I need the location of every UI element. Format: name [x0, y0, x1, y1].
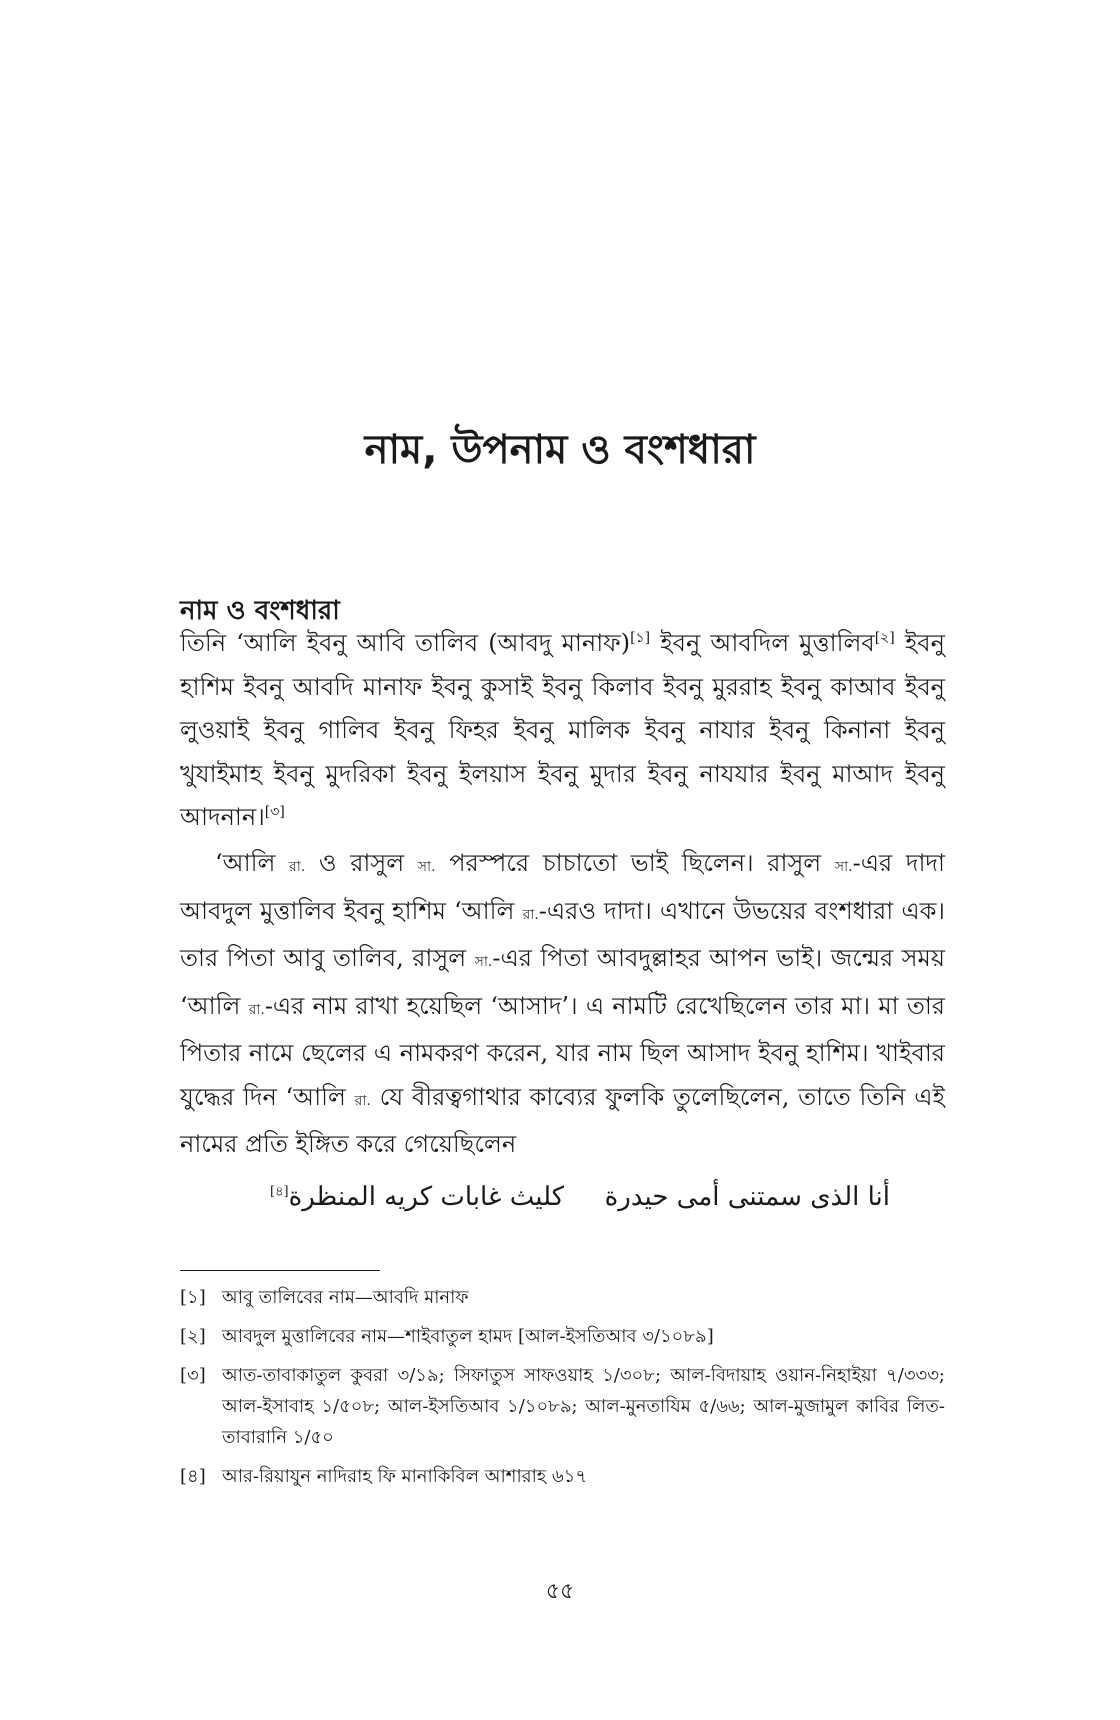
chapter-title: নাম, উপনাম ও বংশধারা [364, 426, 756, 473]
footnote-text: আবদুল মুত্তালিবের নাম—শাইবাতুল হামদ [আল-ইসতিআব ৩/১০৮৯] [222, 1326, 714, 1347]
footnote-item [180, 1461, 945, 1492]
honorific-prophet-icon: সা. [474, 954, 493, 970]
footnote-divider [180, 1270, 380, 1271]
paragraph-lineage [180, 622, 945, 840]
honorific-ali-icon: রা. [248, 1001, 265, 1018]
honorific-ali-icon: রা. [289, 859, 306, 875]
arabic-poetry-verse [270, 1175, 890, 1219]
text-run: -এরও দাদা। এখানে উভয়ের বংশধারা এক। তার পিতা আবু তালিব, রাসুল [180, 896, 945, 972]
footnote-ref-1: [১] [630, 630, 651, 646]
footnote-text: আবু তালিবের নাম—আবদি মানাফ [222, 1287, 469, 1308]
text-run: ও রাসুল [305, 849, 418, 877]
text-run: -এর পিতা আবদুল্লাহর আপন ভাই। জন্মের সময় ‘আলি [180, 944, 945, 1020]
footnote-text: আর-রিয়াযুন নাদিরাহ ফি মানাকিবিল আশারাহ ৬১৭ [222, 1466, 588, 1487]
honorific-prophet-icon: সা. [417, 859, 436, 875]
footnote-number: [২] [180, 1326, 206, 1347]
text-run: ‘আলি [215, 849, 290, 877]
footnote-ref-2: [২] [874, 630, 895, 646]
text-run: যে বীরত্বগাথার কাব্যের ফুলকি তুলেছিলেন, তাতে তিনি এই নামের প্রতি ইঙ্গিত করে গেয়েছিলেন [180, 1082, 945, 1158]
footnote-ref-4: [৪] [270, 1184, 289, 1200]
text-run: ইবনু আবদিল মুত্তালিব [650, 629, 875, 657]
text-run: ইবনু হাশিম ইবনু আবদি মানাফ ইবনু কুসাই ইবনু কিলাব ইবনু মুররাহ ইবনু কাআব ইবনু লুওয়াই ইবনু গালিব ইবনু ফিহর ইবনু মালিক ইবনু নাযার ইবনু কিনানা ইবনু খুযাইমাহ ইবনু মুদরিকা ইবনু ইলয়াস ইবনু মুদার ইবনু নাযযার ইবনু মাআদ ইবনু আদনান। [180, 629, 945, 831]
footnote-number: [১] [180, 1287, 206, 1308]
footnote-number: [৩] [180, 1365, 206, 1386]
page-number: ৫৫ [545, 1579, 575, 1604]
footnotes-list [180, 1282, 945, 1500]
footnote-ref-3: [৩] [264, 804, 285, 820]
text-run: -এর নাম রাখা হয়েছিল ‘আসাদ’। এ নামটি রেখেছিলেন তার মা। মা তার পিতার নামে ছেলের এ নামকরণ করেন, যার নাম ছিল আসাদ ইবনু হাশিম। খাইবার যুদ্ধের দিন ‘আলি [180, 991, 945, 1111]
honorific-ali-icon: রা. [354, 1092, 371, 1109]
poetry-hemistich-2: كليث غابات كريه المنظرة [288, 1182, 565, 1212]
text-run: -এর দাদা আবদুল মুত্তালিব ইবনু হাশিম ‘আলি [180, 849, 945, 925]
footnote-item [180, 1282, 945, 1313]
text-run: পরস্পরে চাচাতো ভাই ছিলেন। রাসুল [435, 849, 835, 877]
paragraph-relation [180, 842, 945, 1167]
honorific-prophet-icon: সা. [834, 859, 853, 875]
footnote-number: [৪] [180, 1466, 206, 1487]
honorific-ali-icon: রা. [522, 906, 539, 923]
footnote-item [180, 1360, 945, 1453]
section-heading: নাম ও বংশধারা [180, 595, 340, 626]
text-run: তিনি ‘আলি ইবনু আবি তালিব (আবদু মানাফ) [180, 629, 631, 657]
poetry-hemistich-2-wrap [270, 1175, 564, 1219]
footnote-text: আত-তাবাকাতুল কুবরা ৩/১৯; সিফাতুস সাফওয়াহ ১/৩০৮; আল-বিদায়াহ ওয়ান-নিহাইয়া ৭/৩৩৩; আল-ইসাবাহ ১/৫০৮; আল-ইসতিআব ১/১০৮৯; আল-মুনতাযিম ৫/৬৬; আল-মুজামুল কাবির লিত-তাবারানি ১/৫০ [222, 1365, 945, 1448]
footnote-item [180, 1321, 945, 1352]
poetry-hemistich-1: أنا الذى سمتنى أمى حيدرة [604, 1182, 890, 1212]
